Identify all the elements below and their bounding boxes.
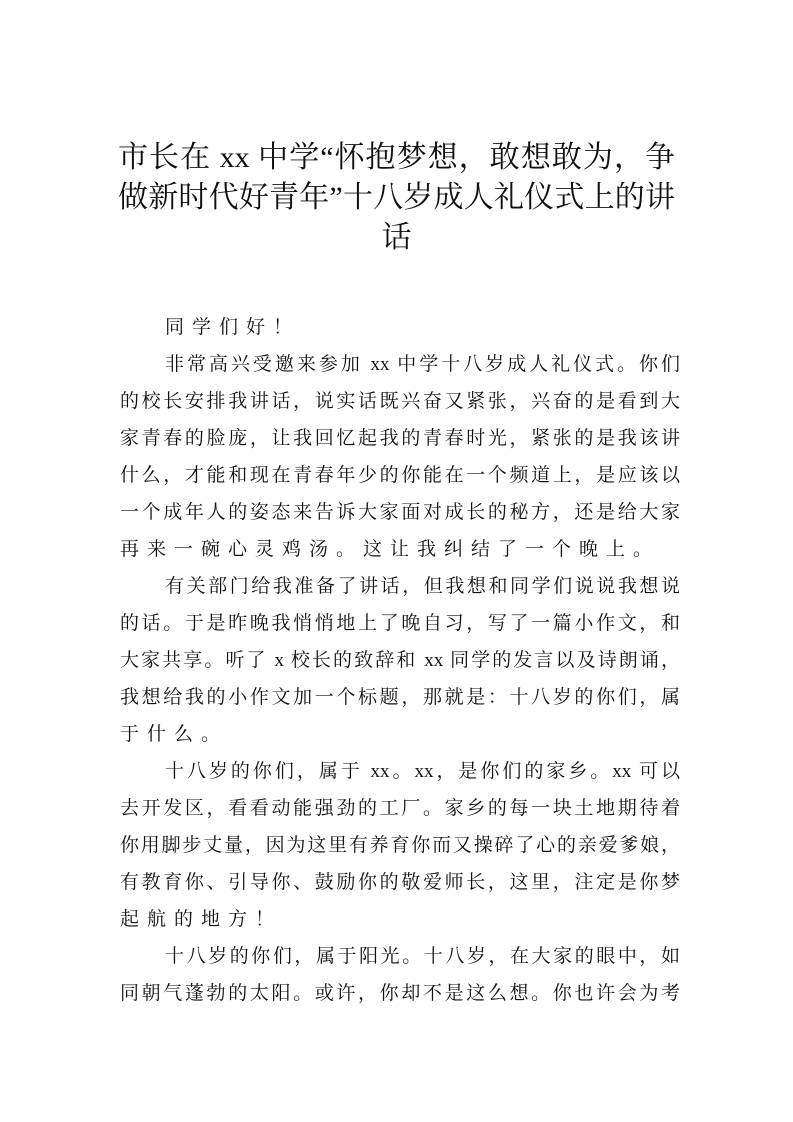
paragraph-line: 一个成年人的姿态来告诉大家面对成长的秘方，还是给大家: [120, 502, 680, 523]
document-title: [118, 138, 675, 258]
paragraph-line: 十八岁的你们，属于阳光。十八岁，在大家的眼中，如: [165, 946, 680, 967]
paragraph: [120, 568, 680, 753]
paragraph-line: 去开发区，看看动能强劲的工厂。家乡的每一块土地期待着: [120, 798, 680, 819]
paragraph-line: 再来一碗心灵鸡汤。这让我纠结了一个晚上。: [120, 539, 661, 560]
paragraph-line: 的话。于是昨晚我悄悄地上了晚自习，写了一篇小作文，和: [120, 613, 680, 634]
paragraph-line: 家青春的脸庞，让我回忆起我的青春时光，紧张的是我该讲: [120, 428, 680, 449]
title-line: 市长在 xx 中学“怀抱梦想，敢想敢为，争: [118, 141, 675, 174]
title-line: 做新时代好青年”十八岁成人礼仪式上的讲: [118, 181, 675, 214]
paragraph-line: 什么，才能和现在青春年少的你能在一个频道上，是应该以: [120, 465, 680, 486]
paragraph-line: 你用脚步丈量，因为这里有养育你而又操碎了心的亲爱爹娘，: [120, 835, 680, 856]
paragraph: [120, 346, 680, 568]
document-body: [120, 309, 680, 1012]
paragraph-line: 同朝气蓬勃的太阳。或许，你却不是这么想。你也许会为考: [120, 983, 680, 1004]
paragraph-line: 十八岁的你们，属于 xx。xx，是你们的家乡。xx 可以: [165, 761, 680, 782]
paragraph-line: 有关部门给我准备了讲话，但我想和同学们说说我想说: [165, 576, 680, 597]
paragraph-line: 非常高兴受邀来参加 xx 中学十八岁成人礼仪式。你们: [165, 354, 680, 375]
paragraph: [120, 309, 680, 346]
paragraph-line: 起航的地方！: [120, 909, 283, 930]
paragraph-line: 我想给我的小作文加一个标题，那就是：十八岁的你们，属: [120, 687, 680, 708]
paragraph: [120, 753, 680, 938]
paragraph-line: 有教育你、引导你、鼓励你的敬爱师长，这里，注定是你梦: [120, 872, 680, 893]
title-line: 话: [381, 221, 412, 254]
paragraph-line: 同学们好！: [165, 317, 301, 338]
paragraph-line: 大家共享。听了 x 校长的致辞和 xx 同学的发言以及诗朗诵，: [120, 650, 680, 671]
paragraph: [120, 938, 680, 1012]
paragraph-line: 于什么。: [120, 724, 229, 745]
paragraph-line: 的校长安排我讲话，说实话既兴奋又紧张，兴奋的是看到大: [120, 391, 680, 412]
